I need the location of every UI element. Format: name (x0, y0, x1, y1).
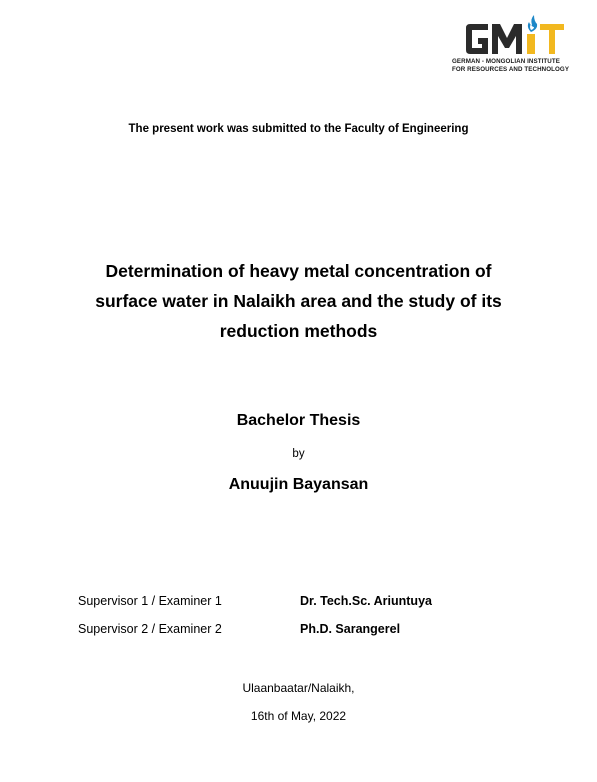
date-line: 16th of May, 2022 (250, 709, 347, 723)
place-line: Ulaanbaatar/Nalaikh, (242, 681, 355, 695)
by-label: by (292, 448, 305, 460)
author-name: Anuujin Bayansan (228, 476, 369, 493)
gmit-logo-icon (464, 10, 566, 56)
title-line: surface water in Nalaikh area and the study of its (95, 291, 502, 311)
title-line: Determination of heavy metal concentration of (105, 261, 492, 281)
logo-text-line2: FOR RESOURCES AND TECHNOLOGY (452, 66, 570, 73)
supervisor-name: Dr. Tech.Sc. Ariuntuya (300, 594, 432, 608)
title-line: reduction methods (219, 321, 378, 341)
logo-text-line1: GERMAN - MONGOLIAN INSTITUTE (452, 58, 560, 65)
supervisor-row (78, 594, 538, 612)
supervisor-name: Ph.D. Sarangerel (300, 622, 401, 636)
supervisor-role: Supervisor 1 / Examiner 1 (78, 594, 222, 608)
submission-note: The present work was submitted to the Faculty of Engineering (128, 123, 469, 135)
thesis-title (60, 256, 537, 346)
thesis-type: Bachelor Thesis (236, 412, 361, 429)
supervisor-row (78, 622, 538, 640)
institute-logo (452, 8, 582, 74)
supervisor-role: Supervisor 2 / Examiner 2 (78, 622, 222, 636)
